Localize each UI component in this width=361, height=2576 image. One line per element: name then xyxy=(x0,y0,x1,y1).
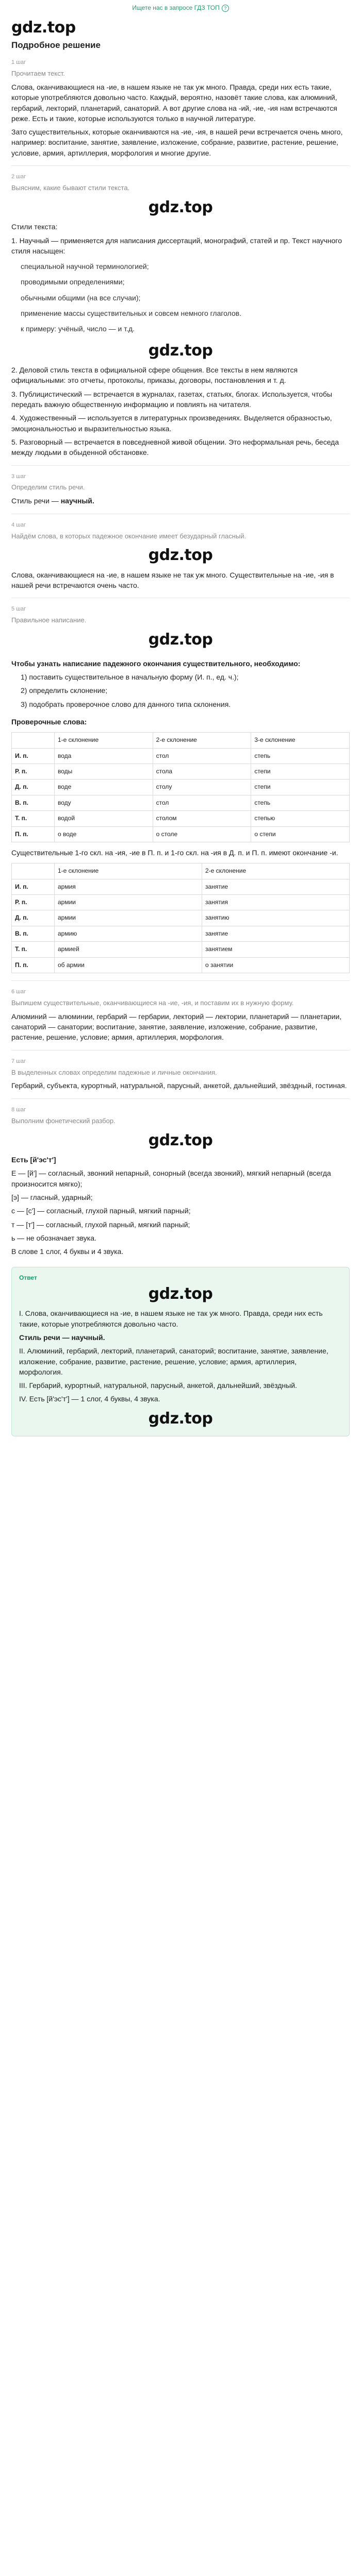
step-label: 6 шаг xyxy=(11,989,26,995)
declension-table xyxy=(11,732,350,842)
forms-line: Гербарий, субъекта, курортный, натуральной, парусный, анкетой, дальнейший, звёздный, гостиная. xyxy=(11,1081,347,1090)
table-row xyxy=(12,764,350,779)
header xyxy=(0,16,361,39)
declension-table-ie xyxy=(11,863,350,973)
table-header-cell xyxy=(12,733,55,748)
step-1 xyxy=(0,59,361,158)
rule-item: 2) определить склонение; xyxy=(21,686,108,695)
brand-logo[interactable]: gdz.top xyxy=(11,19,76,37)
table-cell: степи xyxy=(251,764,350,779)
answer-line: IV. Есть [й'эс'т'] — 1 слог, 4 буквы, 4 звука. xyxy=(19,1395,160,1403)
case-cell: В. п. xyxy=(12,795,55,810)
table-row xyxy=(12,895,350,910)
table-row xyxy=(12,748,350,764)
table-cell: о воде xyxy=(55,826,153,842)
step-label: 4 шаг xyxy=(11,521,26,528)
step-subtitle: Выясним, какие бывают стили текста. xyxy=(11,183,130,192)
style-answer-value: научный. xyxy=(60,497,94,505)
phonetic-line: т — [т'] — согласный, глухой парный, мягкий парный; xyxy=(11,1220,190,1229)
step-5 xyxy=(0,605,361,727)
step-subtitle: Определим стиль речи. xyxy=(11,483,85,492)
style-item: 3. Публицистический — встречается в журналах, газетах, статьях, блогах. Используется, чтобы передать важную общественную информацию и повлиять на читателя. xyxy=(11,389,333,409)
table-cell: об армии xyxy=(55,957,202,973)
question-icon: ? xyxy=(222,5,229,12)
table-header-row xyxy=(12,733,350,748)
step-subtitle: В выделенных словах определим падежные и личные окончания. xyxy=(11,1068,217,1076)
table-cell: занятию xyxy=(202,910,350,926)
table-cell: степь xyxy=(251,748,350,764)
step-subtitle: Прочитаем текст. xyxy=(11,70,65,78)
case-cell: Р. п. xyxy=(12,764,55,779)
brand-watermark: gdz.top xyxy=(148,1131,213,1149)
case-cell: Р. п. xyxy=(12,895,55,910)
table-row xyxy=(12,957,350,973)
case-cell: П. п. xyxy=(12,957,55,973)
case-cell: П. п. xyxy=(12,826,55,842)
divider xyxy=(11,1098,350,1099)
brand-watermark: gdz.top xyxy=(148,1284,213,1303)
table-row xyxy=(12,779,350,795)
case-cell: Т. п. xyxy=(12,942,55,957)
step-label: 7 шаг xyxy=(11,1058,26,1064)
step-subtitle: Правильное написание. xyxy=(11,616,87,624)
table-cell: воды xyxy=(55,764,153,779)
table-header-row xyxy=(12,863,350,879)
case-cell: И. п. xyxy=(12,748,55,764)
table-cell: стол xyxy=(153,795,251,810)
divider xyxy=(11,980,350,981)
step-subtitle: Выпишем существительные, оканчивающиеся на -ие, -ия, и поставим их в нужную форму. xyxy=(11,998,294,1007)
table-cell: о столе xyxy=(153,826,251,842)
phonetic-line: с — [с'] — согласный, глухой парный, мягкий парный; xyxy=(11,1207,191,1215)
step-3 xyxy=(0,473,361,506)
table-cell: армии xyxy=(55,895,202,910)
table-row xyxy=(12,811,350,826)
answer-line: III. Гербарий, курортный, натуральной, парусный, анкетой, дальнейший, звёздный. xyxy=(19,1381,297,1390)
style-item: 4. Художественный — используется в литературных произведениях. Выделяется образностью, эмоциональностью и выразительностью языка. xyxy=(11,414,332,433)
table-cell: армия xyxy=(55,879,202,894)
rule-item: 3) подобрать проверочное слово для данного типа склонения. xyxy=(21,700,231,708)
text-paragraph: Зато существительных, которые оканчиваются на -ие, -ия, в нашей речи встречается очень много, например: воспитание, занятие, заявление, изложение, собрание, развитие, растение, решение, условие, армия, артиллерия, морфология и многие другие. xyxy=(11,128,343,157)
rule-item: 1) поставить существительное в начальную форму (И. п., ед. ч.); xyxy=(21,673,239,682)
step-label: 1 шаг xyxy=(11,59,26,66)
table-cell: степь xyxy=(251,795,350,810)
answer-line: I. Слова, оканчивающиеся на -ие, в нашем языке не так уж много. Правда, среди них есть такие, которые употребляются довольно часто. xyxy=(19,1309,323,1328)
style-answer-label: Стиль речи — xyxy=(11,497,59,505)
search-hint-link[interactable]: Ищете нас в запросе ГДЗ ТОП xyxy=(132,4,220,12)
table-cell: столом xyxy=(153,811,251,826)
phonetic-line: [э] — гласный, ударный; xyxy=(11,1193,93,1201)
case-cell: И. п. xyxy=(12,879,55,894)
answer-line: Стиль речи — научный. xyxy=(19,1333,105,1342)
answer-line: II. Алюминий, гербарий, лекторий, планетарий, санаторий; воспитание, занятие, заявление, изложение, собрание, развитие, растение, решение, условие; армия, артиллерия, морфология. xyxy=(19,1347,329,1376)
step-label: 5 шаг xyxy=(11,606,26,613)
table-header-cell: 2-е склонение xyxy=(153,733,251,748)
table-cell: занятие xyxy=(202,879,350,894)
style-answer xyxy=(11,496,350,506)
table-header-cell: 1-е склонение xyxy=(55,863,202,879)
brand-watermark: gdz.top xyxy=(148,341,213,360)
step-label: 3 шаг xyxy=(11,473,26,480)
table-cell: воде xyxy=(55,779,153,795)
table-header-cell: 1-е склонение xyxy=(55,733,153,748)
step-subtitle: Выполним фонетический разбор. xyxy=(11,1116,116,1125)
rule-intro: Чтобы узнать написание падежного окончания существительного, необходимо: xyxy=(11,659,301,668)
case-cell: Д. п. xyxy=(12,910,55,926)
step-4 xyxy=(0,521,361,591)
table-cell: стола xyxy=(153,764,251,779)
words-line: Слова, оканчивающиеся на -ие, в нашем языке не так уж много. Существительные на -ие, -ия в нашей речи встречаются очень часто. xyxy=(11,570,334,590)
style-item: 2. Деловой стиль текста в официальной сфере общения. Все тексты в нем являются официальными: это отчеты, протоколы, приказы, договоры, постановления и т. д. xyxy=(11,366,298,385)
style-item: 5. Разговорный — встречается в повседневной живой общении. Это неформальная речь, беседа между людьми в обыденной обстановке. xyxy=(11,437,339,457)
table-cell: стол xyxy=(153,748,251,764)
step-label: 2 шаг xyxy=(11,174,26,180)
answer-box xyxy=(11,1267,350,1436)
style-bullet: специальной научной терминологией; xyxy=(21,262,149,271)
table-cell: степью xyxy=(251,811,350,826)
check-words-title: Проверочные слова: xyxy=(11,717,87,726)
table-cell: степи xyxy=(251,779,350,795)
case-cell: В. п. xyxy=(12,926,55,941)
table-row xyxy=(12,795,350,810)
step-2 xyxy=(0,173,361,458)
table-row xyxy=(12,926,350,941)
brand-watermark: gdz.top xyxy=(148,546,213,565)
page-title: Подробное решение xyxy=(11,40,101,50)
table-cell: занятия xyxy=(202,895,350,910)
divider xyxy=(11,165,350,166)
table-row xyxy=(12,879,350,894)
correct-forms-line: Алюминий — алюминии, гербарий — гербарии, лекторий — лектории, планетарий — планетарии, санаторий — санатории; воспитание, занятие, заявление, изложение, собрание, развитие, растение, решение, условие; армия, артиллерия, морфология. xyxy=(11,1012,342,1042)
table2-intro xyxy=(0,848,361,858)
table-cell: водой xyxy=(55,811,153,826)
brand-watermark: gdz.top xyxy=(148,631,213,649)
style-bullet: к примеру: учёный, число — и т.д. xyxy=(21,325,135,333)
step-7 xyxy=(0,1058,361,1091)
style-item: 1. Научный — применяется для написания диссертаций, монографий, статей и пр. Текст научного стиля насыщен: xyxy=(11,236,342,255)
table-cell: армии xyxy=(55,910,202,926)
case-cell: Д. п. xyxy=(12,779,55,795)
phonetic-summary: В слове 1 слог, 4 буквы и 4 звука. xyxy=(11,1247,124,1256)
table-cell: о степи xyxy=(251,826,350,842)
table-cell: занятием xyxy=(202,942,350,957)
step-label: 8 шаг xyxy=(11,1106,26,1113)
table-cell: армию xyxy=(55,926,202,941)
table-header-cell: 2-е склонение xyxy=(202,863,350,879)
table-header-cell: 3-е склонение xyxy=(251,733,350,748)
table-row xyxy=(12,910,350,926)
search-hint-bar[interactable] xyxy=(0,0,361,16)
table-cell: вода xyxy=(55,748,153,764)
table-cell: занятие xyxy=(202,926,350,941)
case-cell: Т. п. xyxy=(12,811,55,826)
table-cell: столу xyxy=(153,779,251,795)
table-header-cell xyxy=(12,863,55,879)
divider xyxy=(11,465,350,466)
table-cell: о занятии xyxy=(202,957,350,973)
phonetic-word: Есть [й'эс'т'] xyxy=(11,1156,56,1164)
phonetic-line: Е — [й'] — согласный, звонкий непарный, сонорный (всегда звонкий), мягкий непарный (всегда произносится мягко); xyxy=(11,1169,331,1188)
style-bullet: проводимыми определениями; xyxy=(21,278,125,286)
phonetic-line: ь — не обозначает звука. xyxy=(11,1233,96,1242)
step-8 xyxy=(0,1106,361,1257)
brand-watermark: gdz.top xyxy=(148,198,213,216)
brand-watermark: gdz.top xyxy=(148,1409,213,1428)
answer-tag: Ответ xyxy=(19,1274,37,1282)
table2-note: Существительные 1-го скл. на -ия, -ие в П. п. и 1-го скл. на -ия в Д. п. и П. п. имеют окончание -и. xyxy=(11,848,338,857)
table-row xyxy=(12,826,350,842)
styles-intro: Стили текста: xyxy=(11,223,58,231)
table-cell: воду xyxy=(55,795,153,810)
table-row xyxy=(12,942,350,957)
text-paragraph: Слова, оканчивающиеся на -ие, в нашем языке не так уж много. Правда, среди них есть такие, которые употребляются довольно часто. Каждый, вероятно, назовёт такие слова, как алюминий, гербарий, лекторий, планетарий, санаторий. А вот другие слова на -ий, -ие, -ия нам встречаются реже. Есть и такие, которые используются только в научной литературе. xyxy=(11,82,337,123)
style-bullet: обычными общими (на все случаи); xyxy=(21,293,141,302)
style-bullet: применение массы существительных и совсем немного глаголов. xyxy=(21,309,242,318)
step-6 xyxy=(0,988,361,1043)
step-subtitle: Найдём слова, в которых падежное окончание имеет безударный гласный. xyxy=(11,532,247,540)
table-cell: армией xyxy=(55,942,202,957)
